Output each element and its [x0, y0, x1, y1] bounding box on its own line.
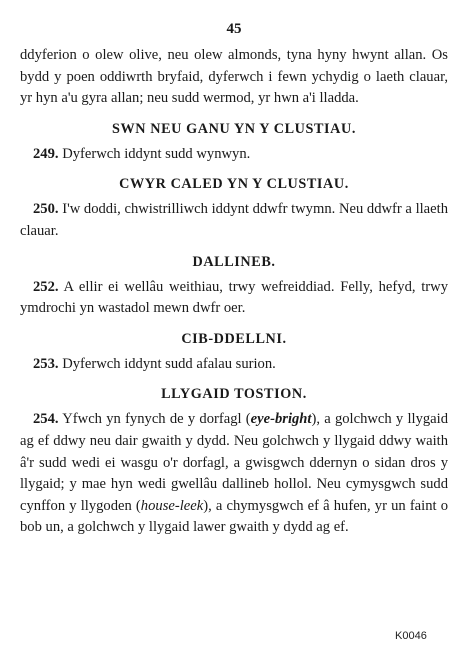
paragraph-number: 252.: [33, 278, 59, 295]
book-page: [20, 20, 448, 539]
document-code: K0046: [395, 630, 427, 642]
paragraph-number: 253.: [33, 355, 59, 372]
paragraph-text: Yfwch yn fynych de y dorfagl (: [62, 411, 251, 428]
section-249: [20, 119, 448, 166]
paragraph-text: ), a chymysgwch ef â hufen, yr un faint o bob un, a golchwch y llygaid lawer gwaith y dydd ag ef.: [20, 497, 449, 536]
paragraph-text: Dyferwch iddynt sudd wynwyn.: [62, 145, 251, 162]
section-252: [20, 252, 448, 320]
paragraph-number: 254.: [33, 411, 59, 428]
section-253: [20, 329, 448, 376]
section-heading: CIB-DDELLNI.: [181, 330, 287, 347]
paragraph-text: ), a golchwch y llygaid ag ef ddwy neu dair gwaith y dydd. Neu golchwch y llygaid ddwy waith â'r sudd wedi ei wasgu o'r dorfagl, a gwisgwch ddernyn o sidan dros y llygaid; y mae hyn wedi gwellâu dallineb hollol. Neu cymysgwch sudd cynffon y llygoden (: [20, 411, 449, 514]
italic-term: house-leek: [140, 497, 204, 514]
section-heading: DALLINEB.: [192, 253, 276, 270]
paragraph-text: Dyferwch iddynt sudd afalau surion.: [62, 355, 276, 372]
paragraph-text: I'w doddi, chwistrilliwch iddynt ddwfr twymn. Neu ddwfr a llaeth clauar.: [20, 201, 448, 239]
section-heading: SWN NEU GANU YN Y CLUSTIAU.: [111, 120, 356, 137]
paragraph-text: A ellir ei wellâu weithiau, trwy wefreiddiad. Felly, hefyd, trwy ymdrochi yn wastadol mewn dwfr oer.: [20, 278, 448, 317]
section-paragraph: [20, 354, 448, 376]
section-250: [20, 174, 448, 242]
section-paragraph: [20, 277, 448, 320]
intro-paragraph: ddyferion o olew olive, neu olew almonds, tyna hyny hwynt allan. Os bydd y poen oddiwrth bryfaid, dyferwch i fewn ychydig o laeth clauar, yr hyn a'u gyra allan; neu sudd wermod, yr hwn a'i lladda.: [20, 47, 448, 107]
section-heading: CWYR CALED YN Y CLUSTIAU.: [119, 176, 349, 193]
section-heading: LLYGAID TOSTION.: [161, 386, 307, 403]
section-paragraph: [20, 144, 448, 166]
section-paragraph: [20, 199, 448, 242]
section-254: [20, 384, 448, 539]
section-paragraph: [20, 409, 448, 539]
page-number: 45: [226, 21, 242, 37]
paragraph-number: 249.: [33, 145, 59, 162]
italic-term: eye-bright: [250, 411, 312, 428]
paragraph-number: 250.: [33, 201, 59, 218]
